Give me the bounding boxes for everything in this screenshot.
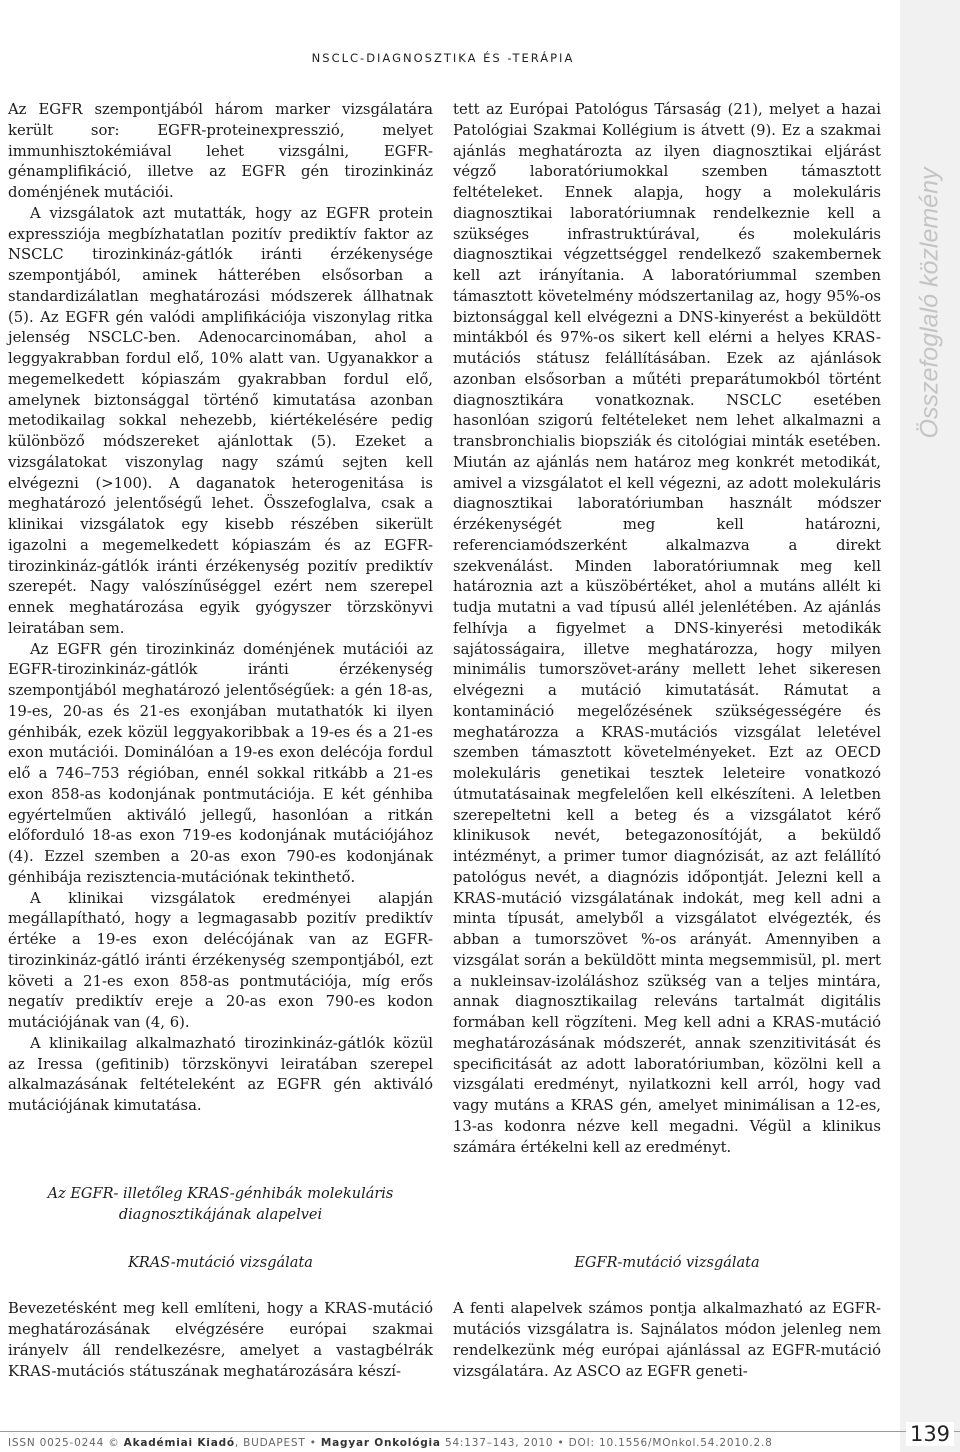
right-column bbox=[453, 100, 881, 1158]
kras-paragraph: Bevezetésként meg kell említeni, hogy a KRAS-mutáció meghatározásának elvégzésére európai szakmai irányelv áll rendelkezésre, amelyet a vastagbélrák KRAS-mutációs státuszának meghatározására készí- bbox=[8, 1300, 433, 1380]
paragraph: tett az Európai Patológus Társaság (21), melyet a hazai Patológiai Szakmai Kollégium is átvett (9). Ez a szakmai ajánlás meghatározta az ilyen diagnosztikai eljárást végző laboratóriumokkal szemben támasztott feltételeket. Ennek alapja, hogy a molekuláris diagnosztikai laboratóriumnak rendelkeznie kell a szükséges infrastruktúrával, és molekuláris diagnosztikai végzettséggel rendelkező szakembernek kell azt irányítania. A laboratóriummal szemben támasztott követelmény módszertanilag az, hogy 95%-os biztonsággal kell elvégezni a DNS-kinyerést a beküldött mintákból és 97%-os sikert kell elérni a helyes KRAS-mutációs státusz felállításában. Ezek az ajánlások azonban elsősorban a műtéti preparátumokból történt diagnosztikára vonatkoznak. NSCLC esetében hasonlóan szigorú feltételeket nem lehet alkalmazni a transbronchialis biopsziák és citológiai minták esetében. Miután az ajánlás nem határoz meg konkrét metodikát, amivel a vizsgálatot el kell végezni, az adott molekuláris diagnosztikai laboratóriumban használt módszer érzékenységét meg kell határozni, referenciamódszerként alkalmazva a direkt szekvenálást. Minden laboratóriumnak meg kell határoznia azt a küszöbértéket, ahol a mutáns allélt ki tudja mutatni a vad típusú allél jelenlétében. Az ajánlás felhívja a figyelmet a DNS-kinyerési metodikák sajátosságaira, illetve meghatározza, hogy milyen minimális tumorszövet-arány mellett lehet sikeresen elvégezni a mutáció kimutatását. Rámutat a kontamináció megelőzésének szükségességére és meghatározza a KRAS-mutációs vizsgálat leletével szemben támasztott követelményeket. Ezt az OECD molekuláris genetikai tesztek leleteire vonatkozó útmutatásainak megfelelően kell elkészíteni. A leletben szerepeltetni kell a beteg és a vizsgálatot kérő klinikusok nevét, betegazonosítóját, a beküldő intézményt, a primer tumor diagnózisát, az azt felállító patológus nevét, a diagnózis időpontját. Jelezni kell a KRAS-mutáció vizsgálatának indokát, meg kell adni a minta típusát, amelyből a vizsgálatot elvégezték, és abban a tumorszövet %-os arányát. Amennyiben a vizsgálat során a beküldött minta megsemmisül, pl. mert a nukleinsav-izoláláshoz szükség van a teljes mintára, annak diagnosztikailag releváns tartalmát digitális formában kell rögzíteni. Meg kell adni a KRAS-mutáció meghatározásának módszerét, annak szenzitivitását és specificitását az adott laboratóriumban, közölni kell a vizsgálati eredményt, nyilatkozni kell arról, hogy vad vagy mutáns a KRAS gén, amelyet minimálisan a 12-es, 13-as kodonra nézve kell megadni. Végül a klinikus számára értékelni kell az eredményt. bbox=[453, 101, 881, 1156]
left-column bbox=[8, 100, 433, 1117]
footer-city: , BUDAPEST • bbox=[234, 1437, 321, 1449]
footer-issn: ISSN 0025-0244 © bbox=[8, 1437, 124, 1449]
paragraph: Az EGFR szempontjából három marker vizsgálatára került sor: EGFR-proteinexpresszió, melyet immunhisztokémiával lehet vizsgálni, EGFR-génamplifikáció, illetve az EGFR gén tirozinkináz doménjének mutációi. bbox=[8, 101, 433, 201]
section-title bbox=[8, 1184, 433, 1226]
section-title-line: Az EGFR- illetőleg KRAS-génhibák molekuláris bbox=[47, 1186, 394, 1202]
page-number: 139 bbox=[906, 1422, 954, 1446]
kras-heading: KRAS-mutáció vizsgálata bbox=[128, 1255, 313, 1271]
paragraph: A klinikailag alkalmazható tirozinkináz-gátlók közül az Iressa (gefitinib) törzskönyvi leiratában szerepel alkalmazásának feltételeként az EGFR gén aktiváló mutációjának kimutatása. bbox=[8, 1034, 433, 1114]
paragraph: A klinikai vizsgálatok eredményei alapján megállapítható, hogy a legmagasabb pozitív prediktív értéke a 19-es exon delécójának van az EGFR-tirozinkináz-gátló iránti érzékenység szempontjából, ezt követi a 21-es exon 858-as pontmutációja, míg erős negatív prediktív ereje a 20-as exon 790-es kodon mutációjának van (4, 6). bbox=[8, 889, 433, 1031]
running-header: NSCLC-DIAGNOSZTIKA ÉS -TERÁPIA bbox=[311, 51, 575, 65]
footer bbox=[8, 1437, 773, 1449]
section-sidebar bbox=[900, 0, 960, 1452]
footer-citation: 54:137–143, 2010 • DOI: 10.1556/MOnkol.54.2010.2.8 bbox=[440, 1437, 773, 1449]
paragraph: Az EGFR gén tirozinkináz doménjének mutációi az EGFR-tirozinkináz-gátlók iránti érzékenység szempontjából meghatározó jelentőségűek: a gén 18-as, 19-es, 20-as és 21-es exonjában mutathatók ki ilyen génhibák, ezek közül leggyakoribbak a 19-es és a 21-es exon mutációi. Dominálóan a 19-es exon delécója fordul elő a 746–753 régióban, ennél sokkal ritkább a 21-es exon 858-as kodonjának pontmutációja. E két génhiba egyértelműen aktiváló jellegű, hasonlóan a ritkán előforduló 18-as exon 719-es kodonjának mutációjához (4). Ezzel szemben a 20-as exon 790-es kodonjának génhibája rezisztencia-mutációnak tekinthető. bbox=[8, 640, 433, 886]
footer-rule bbox=[0, 1431, 960, 1432]
footer-journal: Magyar Onkológia bbox=[320, 1437, 441, 1449]
egfr-paragraph: A fenti alapelvek számos pontja alkalmazható az EGFR-mutációs vizsgálatra is. Sajnálatos módon jelenleg nem rendelkezünk még európai ajánlással az EGFR-mutáció vizsgálatára. Az ASCO az EGFR geneti- bbox=[453, 1300, 881, 1380]
paragraph: A vizsgálatok azt mutatták, hogy az EGFR protein expressziója megbízhatatlan pozitív prediktív faktor az NSCLC tirozinkináz-gátlók iránti érzékenysége szempontjából, aminek hátterében elsősorban a standardizálatlan meghatározási módszerek állhatnak (5). Az EGFR gén valódi amplifikációja viszonylag ritka jelenség NSCLC-ben. Adenocarcinomában, ahol a leggyakrabban fordul elő, 10% alatt van. Ugyanakkor a megemelkedett kópiaszám gyakrabban fordul elő, amelynek biztonsággal történő kimutatása azonban metodikailag sokkal nehezebb, kiértékelésére pedig különböző módszereket ajánlottak (5). Ezeket a vizsgálatokat viszonylag nagy számú sejten kell elvégezni (>100). A daganatok heterogenitása is meghatározó jelentőségű lehet. Összefoglalva, csak a klinikai vizsgálatok egy kisebb részében sikerült igazolni a megemelkedett kópiaszám és az EGFR-tirozinkináz-gátlók iránti érzékenység pozitív prediktív szerepét. Nagy valószínűséggel ezért nem szerepel ennek meghatározása egyik gyógyszer törzskönyvi leiratában sem. bbox=[8, 204, 433, 637]
section-title-line: diagnosztikájának alapelvei bbox=[118, 1207, 323, 1223]
footer-publisher: Akadémiai Kiadó bbox=[123, 1437, 235, 1449]
section-label: Összefoglaló közlemény bbox=[915, 167, 944, 439]
egfr-heading: EGFR-mutáció vizsgálata bbox=[574, 1255, 760, 1271]
